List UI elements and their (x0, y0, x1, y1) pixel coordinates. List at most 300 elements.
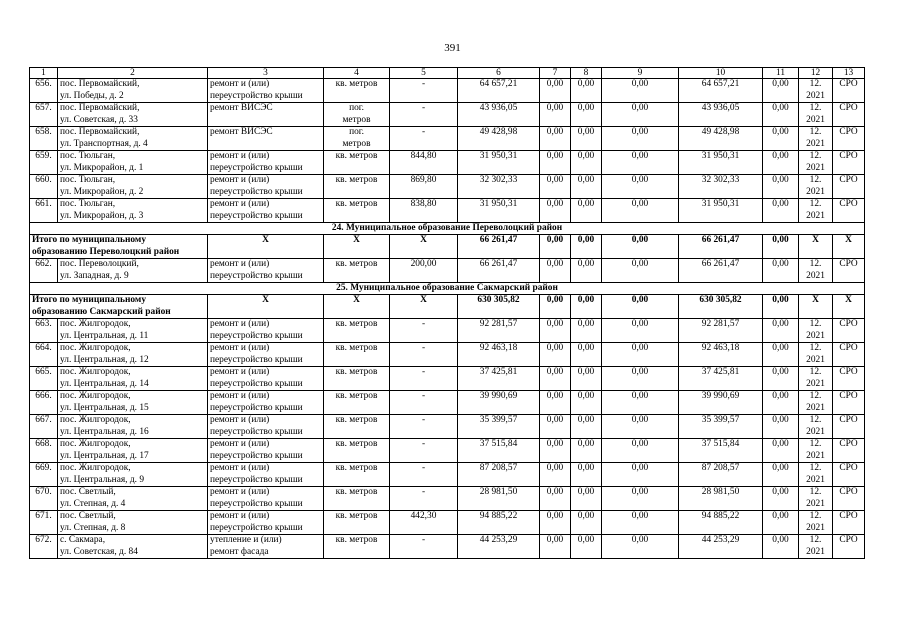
fund-cell-text: 0,00 (577, 127, 595, 137)
unit-cell-text: кв. метров (335, 175, 378, 185)
fund-cell-text: 0,00 (546, 391, 564, 401)
unit-cell (324, 319, 390, 343)
deadline-cell-text: 2021 (806, 210, 825, 221)
unit-cell (324, 151, 390, 175)
address-cell-text: пос. Жилгородок, (60, 439, 131, 449)
total-fund (763, 295, 799, 319)
address-cell-text: ул. Советская, д. 33 (60, 114, 138, 125)
method-cell-text: СРО (839, 487, 858, 497)
cost-cell-text: 66 261,47 (479, 259, 518, 269)
unit-cell-text: кв. метров (335, 463, 378, 473)
fund-cell-text: 0,00 (546, 259, 564, 269)
page-number: 391 (444, 42, 461, 54)
work-type-cell (208, 535, 324, 559)
address-cell-text: пос. Тюльган, (60, 199, 116, 209)
unit-cell (324, 415, 390, 439)
deadline-cell (799, 127, 833, 151)
table-row (30, 367, 865, 391)
work-type-cell-text: переустройство крыши (210, 330, 303, 341)
column-number-text: 4 (354, 68, 359, 78)
total-x-text: X (420, 295, 427, 305)
fund-cell (540, 415, 571, 439)
method-cell (833, 391, 865, 415)
address-cell-text: пос. Тюльган, (60, 151, 116, 161)
cost-cell-text: 37 425,81 (479, 367, 518, 377)
deadline-cell-text: 12. (809, 127, 822, 137)
column-number (540, 68, 571, 79)
deadline-cell (799, 415, 833, 439)
total-x-text: X (420, 235, 427, 245)
row-number-text: 659. (35, 151, 52, 161)
deadline-cell-text: 12. (809, 535, 822, 545)
work-type-cell-text: утепление и (или) (210, 535, 282, 545)
owner-funds-cell (679, 319, 763, 343)
work-type-cell-text: переустройство крыши (210, 186, 303, 197)
row-number (30, 463, 58, 487)
total-x-text: X (812, 235, 819, 245)
deadline-cell-text: 2021 (806, 402, 825, 413)
fund-cell (571, 415, 602, 439)
total-fund-text: 0,00 (577, 295, 595, 305)
column-number (390, 68, 458, 79)
total-x (390, 295, 458, 319)
row-number (30, 391, 58, 415)
fund-cell-text: 0,00 (546, 79, 564, 89)
table-row (30, 463, 865, 487)
row-number-text: 672. (35, 535, 52, 545)
fund-cell (571, 487, 602, 511)
work-type-cell-text: переустройство крыши (210, 270, 303, 281)
method-cell (833, 343, 865, 367)
work-type-cell (208, 463, 324, 487)
owner-funds-cell (679, 103, 763, 127)
fund-cell-text: 0,00 (631, 391, 649, 401)
method-cell-text: СРО (839, 343, 858, 353)
fund-cell-text: 0,00 (577, 415, 595, 425)
table-row (30, 391, 865, 415)
unit-cell-text: кв. метров (335, 151, 378, 161)
area-cell (390, 259, 458, 283)
column-number (799, 68, 833, 79)
unit-cell-text: кв. метров (335, 367, 378, 377)
address-cell (58, 79, 208, 103)
fund-cell (602, 535, 679, 559)
unit-cell (324, 367, 390, 391)
table-row (30, 175, 865, 199)
work-type-cell (208, 127, 324, 151)
table-row (30, 151, 865, 175)
fund-cell-text: 0,00 (631, 79, 649, 89)
address-cell-text: ул. Советская, д. 84 (60, 546, 138, 557)
unit-cell-text: кв. метров (335, 535, 378, 545)
unit-cell-text: кв. метров (335, 79, 378, 89)
cost-cell (458, 391, 540, 415)
cost-cell-text: 49 428,98 (479, 127, 518, 137)
fund-cell (763, 463, 799, 487)
total-fund (571, 235, 602, 259)
fund-cell (540, 319, 571, 343)
row-number-text: 661. (35, 199, 52, 209)
unit-cell-text: кв. метров (335, 259, 378, 269)
table-row (30, 103, 865, 127)
total-cost-text: 66 261,47 (479, 235, 518, 245)
fund-cell (602, 439, 679, 463)
unit-cell-text: пог. (349, 103, 364, 113)
method-cell (833, 151, 865, 175)
deadline-cell-text: 12. (809, 487, 822, 497)
deadline-cell-text: 2021 (806, 270, 825, 281)
fund-cell (602, 391, 679, 415)
fund-cell (571, 127, 602, 151)
deadline-cell-text: 2021 (806, 522, 825, 533)
unit-cell (324, 79, 390, 103)
owner-funds-cell-text: 94 885,22 (701, 511, 740, 521)
address-cell (58, 199, 208, 223)
deadline-cell (799, 535, 833, 559)
fund-cell-text: 0,00 (772, 175, 789, 185)
work-type-cell-text: переустройство крыши (210, 378, 303, 389)
fund-cell-text: 0,00 (577, 487, 595, 497)
unit-cell-text: метров (342, 114, 371, 125)
cost-cell-text: 37 515,84 (479, 439, 518, 449)
row-number-text: 662. (35, 259, 52, 269)
cost-cell (458, 79, 540, 103)
owner-funds-cell-text: 28 981,50 (701, 487, 740, 497)
fund-cell-text: 0,00 (546, 535, 564, 545)
fund-cell (763, 199, 799, 223)
fund-cell-text: 0,00 (546, 103, 564, 113)
area-cell (390, 151, 458, 175)
method-cell-text: СРО (839, 127, 858, 137)
fund-cell (602, 415, 679, 439)
address-cell-text: пос. Первомайский, (60, 127, 140, 137)
total-x-text: X (262, 235, 269, 245)
section-title-text: 25. Муниципальное образование Сакмарский район (336, 283, 558, 293)
fund-cell-text: 0,00 (772, 127, 789, 137)
cost-cell (458, 367, 540, 391)
fund-cell-text: 0,00 (577, 391, 595, 401)
work-type-cell-text: ремонт и (или) (210, 79, 270, 89)
unit-cell (324, 199, 390, 223)
total-x (324, 295, 390, 319)
owner-funds-cell (679, 199, 763, 223)
unit-cell (324, 343, 390, 367)
fund-cell-text: 0,00 (631, 151, 649, 161)
owner-funds-cell-text: 49 428,98 (701, 127, 740, 137)
fund-cell-text: 0,00 (772, 415, 789, 425)
deadline-cell-text: 12. (809, 367, 822, 377)
table-row (30, 79, 865, 103)
area-cell (390, 511, 458, 535)
area-cell-text: 200,00 (410, 259, 437, 269)
method-cell-text: СРО (839, 319, 858, 329)
owner-funds-cell-text: 35 399,57 (701, 415, 740, 425)
address-cell (58, 319, 208, 343)
row-number-text: 670. (35, 487, 52, 497)
total-fund (540, 295, 571, 319)
owner-funds-cell-text: 66 261,47 (701, 259, 740, 269)
column-number-text: 12 (810, 68, 821, 78)
work-type-cell (208, 103, 324, 127)
row-number (30, 439, 58, 463)
column-number-text: 7 (552, 68, 558, 78)
deadline-cell (799, 439, 833, 463)
deadline-cell-text: 12. (809, 391, 822, 401)
area-cell-text: 442,30 (410, 511, 437, 521)
method-cell (833, 535, 865, 559)
address-cell-text: ул. Центральная, д. 9 (60, 474, 145, 485)
total-x-text: X (353, 235, 360, 245)
fund-cell (763, 79, 799, 103)
fund-cell (540, 127, 571, 151)
column-number (58, 68, 208, 79)
owner-funds-cell (679, 79, 763, 103)
work-type-cell (208, 319, 324, 343)
fund-cell (540, 511, 571, 535)
total-fund (763, 235, 799, 259)
fund-cell (540, 439, 571, 463)
fund-cell-text: 0,00 (577, 511, 595, 521)
fund-cell (571, 319, 602, 343)
fund-cell-text: 0,00 (772, 151, 789, 161)
fund-cell (763, 439, 799, 463)
address-cell (58, 175, 208, 199)
fund-cell (571, 199, 602, 223)
owner-funds-cell-text: 39 990,69 (701, 391, 740, 401)
deadline-cell-text: 12. (809, 415, 822, 425)
method-cell-text: СРО (839, 439, 858, 449)
work-type-cell-text: ремонт и (или) (210, 487, 270, 497)
work-type-cell (208, 79, 324, 103)
fund-cell-text: 0,00 (772, 367, 789, 377)
fund-cell-text: 0,00 (546, 127, 564, 137)
total-owner-funds (679, 295, 763, 319)
deadline-cell-text: 12. (809, 259, 822, 269)
fund-cell (602, 175, 679, 199)
fund-cell-text: 0,00 (631, 259, 649, 269)
work-type-cell-text: переустройство крыши (210, 450, 303, 461)
deadline-cell (799, 79, 833, 103)
work-type-cell-text: ремонт и (или) (210, 175, 270, 185)
area-cell-text: - (421, 103, 426, 113)
fund-cell (540, 367, 571, 391)
deadline-cell-text: 12. (809, 343, 822, 353)
fund-cell (571, 511, 602, 535)
cost-cell-text: 31 950,31 (479, 199, 518, 209)
fund-cell (602, 511, 679, 535)
unit-cell (324, 391, 390, 415)
work-type-cell-text: ремонт и (или) (210, 319, 270, 329)
fund-cell-text: 0,00 (631, 175, 649, 185)
deadline-cell-text: 12. (809, 319, 822, 329)
fund-cell (571, 151, 602, 175)
row-number (30, 79, 58, 103)
fund-cell (763, 535, 799, 559)
address-cell (58, 151, 208, 175)
fund-cell-text: 0,00 (577, 199, 595, 209)
fund-cell-text: 0,00 (577, 439, 595, 449)
fund-cell-text: 0,00 (546, 415, 564, 425)
total-label-text: Итого по муниципальному (32, 295, 147, 305)
column-number-text: 13 (843, 68, 854, 78)
total-fund (571, 295, 602, 319)
total-x-text: X (845, 235, 852, 245)
work-type-cell-text: ремонт фасада (210, 546, 269, 557)
total-cost-text: 630 305,82 (477, 295, 520, 305)
total-fund (602, 295, 679, 319)
column-number-text: 2 (130, 68, 135, 78)
cost-cell (458, 259, 540, 283)
cost-cell-text: 31 950,31 (479, 151, 518, 161)
column-number (763, 68, 799, 79)
owner-funds-cell-text: 43 936,05 (701, 103, 740, 113)
address-cell (58, 487, 208, 511)
row-number (30, 487, 58, 511)
total-cost (458, 235, 540, 259)
deadline-cell-text: 2021 (806, 186, 825, 197)
cost-cell (458, 439, 540, 463)
deadline-cell-text: 12. (809, 151, 822, 161)
area-cell (390, 415, 458, 439)
table-row (30, 127, 865, 151)
deadline-cell-text: 2021 (806, 138, 825, 149)
cost-cell (458, 199, 540, 223)
address-cell-text: ул. Центральная, д. 12 (60, 354, 149, 365)
work-type-cell-text: переустройство крыши (210, 498, 303, 509)
fund-cell-text: 0,00 (546, 463, 564, 473)
total-fund-text: 0,00 (546, 235, 564, 245)
work-type-cell (208, 175, 324, 199)
deadline-cell-text: 2021 (806, 114, 825, 125)
fund-cell (602, 367, 679, 391)
method-cell (833, 175, 865, 199)
fund-cell (763, 487, 799, 511)
fund-cell (763, 151, 799, 175)
fund-cell-text: 0,00 (546, 511, 564, 521)
owner-funds-cell (679, 391, 763, 415)
unit-cell-text: кв. метров (335, 511, 378, 521)
unit-cell (324, 103, 390, 127)
work-type-cell-text: переустройство крыши (210, 90, 303, 101)
address-cell-text: с. Сакмара, (60, 535, 106, 545)
fund-cell (602, 199, 679, 223)
column-number-text: 6 (496, 68, 501, 78)
work-type-cell (208, 439, 324, 463)
cost-cell (458, 151, 540, 175)
total-x (324, 235, 390, 259)
work-type-cell-text: переустройство крыши (210, 210, 303, 221)
area-cell (390, 103, 458, 127)
address-cell (58, 127, 208, 151)
method-cell-text: СРО (839, 175, 858, 185)
row-number (30, 343, 58, 367)
address-cell-text: ул. Микрорайон, д. 1 (60, 162, 144, 173)
fund-cell (571, 79, 602, 103)
total-fund-text: 0,00 (546, 295, 564, 305)
address-cell (58, 415, 208, 439)
fund-cell (540, 343, 571, 367)
column-number (571, 68, 602, 79)
table-row (30, 487, 865, 511)
fund-cell-text: 0,00 (577, 319, 595, 329)
deadline-cell-text: 12. (809, 199, 822, 209)
deadline-cell (799, 151, 833, 175)
deadline-cell-text: 2021 (806, 90, 825, 101)
area-cell-text: - (421, 343, 426, 353)
unit-cell (324, 175, 390, 199)
table-row (30, 343, 865, 367)
address-cell (58, 511, 208, 535)
method-cell-text: СРО (839, 79, 858, 89)
method-cell (833, 415, 865, 439)
unit-cell (324, 511, 390, 535)
fund-cell (540, 79, 571, 103)
area-cell-text: 844,80 (410, 151, 437, 161)
fund-cell (763, 367, 799, 391)
fund-cell (763, 391, 799, 415)
work-type-cell-text: ремонт и (или) (210, 259, 270, 269)
address-cell-text: ул. Центральная, д. 11 (60, 330, 149, 341)
total-x (799, 235, 833, 259)
unit-cell-text: кв. метров (335, 415, 378, 425)
owner-funds-cell (679, 259, 763, 283)
unit-cell-text: пог. (349, 127, 364, 137)
method-cell-text: СРО (839, 103, 858, 113)
total-fund-text: 0,00 (772, 295, 789, 305)
column-number-text: 3 (263, 68, 268, 78)
method-cell (833, 259, 865, 283)
cost-cell-text: 28 981,50 (479, 487, 518, 497)
method-cell (833, 319, 865, 343)
address-cell (58, 391, 208, 415)
area-cell (390, 535, 458, 559)
column-number (324, 68, 390, 79)
column-number (208, 68, 324, 79)
area-cell (390, 439, 458, 463)
cost-cell-text: 32 302,33 (479, 175, 518, 185)
method-cell-text: СРО (839, 415, 858, 425)
area-cell-text: - (421, 439, 426, 449)
deadline-cell-text: 12. (809, 79, 822, 89)
fund-cell-text: 0,00 (631, 511, 649, 521)
fund-cell (540, 151, 571, 175)
fund-cell-text: 0,00 (772, 103, 789, 113)
fund-cell (763, 511, 799, 535)
fund-cell (602, 127, 679, 151)
fund-cell-text: 0,00 (577, 175, 595, 185)
fund-cell (602, 343, 679, 367)
deadline-cell-text: 2021 (806, 162, 825, 173)
owner-funds-cell (679, 415, 763, 439)
work-type-cell-text: переустройство крыши (210, 426, 303, 437)
area-cell (390, 175, 458, 199)
total-x (833, 235, 865, 259)
cost-cell (458, 487, 540, 511)
owner-funds-cell (679, 367, 763, 391)
fund-cell-text: 0,00 (631, 487, 649, 497)
fund-cell (763, 415, 799, 439)
row-number-text: 666. (35, 391, 52, 401)
row-number (30, 535, 58, 559)
address-cell-text: пос. Первомайский, (60, 79, 140, 89)
method-cell (833, 199, 865, 223)
deadline-cell-text: 2021 (806, 450, 825, 461)
owner-funds-cell-text: 32 302,33 (701, 175, 740, 185)
area-cell-text: - (421, 79, 426, 89)
fund-cell (602, 487, 679, 511)
table-row (30, 319, 865, 343)
unit-cell (324, 535, 390, 559)
